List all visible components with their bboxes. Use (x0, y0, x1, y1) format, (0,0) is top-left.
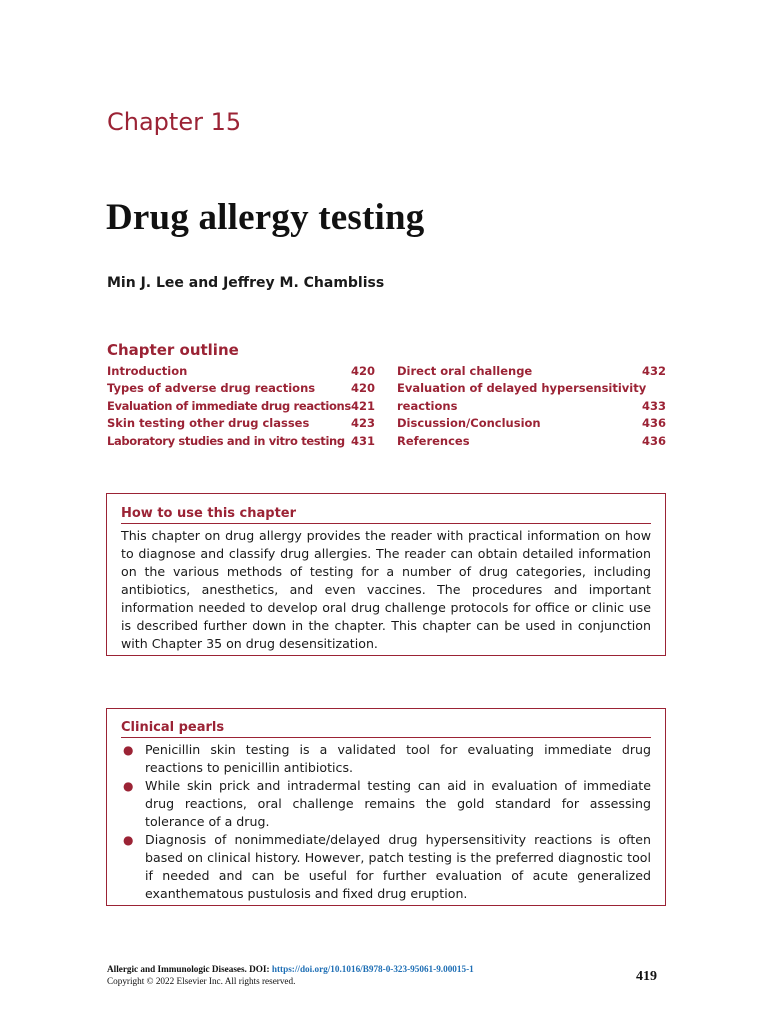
outline-entry[interactable] (397, 381, 666, 398)
outline-entry-label[interactable]: Introduction (107, 364, 188, 378)
bullet-icon: ● (123, 833, 134, 847)
list-item (121, 741, 651, 777)
outline-entry-label[interactable]: References (397, 433, 470, 448)
copyright-notice: Copyright © 2022 Elsevier Inc. All rights reserved. (107, 976, 296, 986)
pearl-text: Penicillin skin testing is a validated tool for evaluating immediate drug reactions to penicillin antibiotics. (145, 742, 651, 775)
outline-entry[interactable] (107, 364, 375, 381)
doi-link[interactable]: https://doi.org/10.1016/B978-0-323-95061-9.00015-1 (271, 964, 474, 974)
chapter-label: Chapter 15 (107, 108, 242, 136)
page-number: 419 (636, 969, 657, 984)
pearl-text: While skin prick and intradermal testing can aid in evaluation of immediate drug reactions, oral challenge remains the gold standard for assessing tolerance of a drug. (145, 778, 651, 829)
outline-entry[interactable] (397, 399, 666, 416)
outline-entry-label[interactable]: Types of adverse drug reactions (107, 381, 316, 396)
outline-column-left (107, 364, 375, 451)
clinical-pearls-list (121, 741, 651, 903)
how-to-use-heading: How to use this chapter (121, 506, 651, 524)
outline-entry-label[interactable]: Direct oral challenge (397, 364, 533, 378)
how-to-use-body: This chapter on drug allergy provides the reader with practical information on how to diagnose and classify drug allergies. The reader can obtain detailed information on the various methods of testing for a number of drug categories, including antibiotics, anesthetics, and even vaccines. The procedures and important information needed to develop oral drug challenge protocols for office or clinic use is described further down in the chapter. This chapter can be used in conjunction with Chapter 35 on drug desensitization. (121, 528, 651, 651)
outline-entry[interactable] (397, 416, 666, 433)
outline-entry[interactable] (397, 364, 666, 381)
outline-entry-label[interactable]: Skin testing other drug classes (107, 416, 310, 431)
outline-entry-page: 436 (641, 433, 666, 448)
list-item (121, 831, 651, 903)
bullet-icon: ● (123, 743, 134, 757)
outline-entry-label[interactable]: reactions (397, 398, 458, 413)
outline-entry[interactable] (107, 434, 375, 451)
outline-entry-page: 436 (641, 416, 666, 431)
outline-entry-page: 432 (641, 364, 666, 378)
clinical-pearls-heading: Clinical pearls (121, 720, 651, 738)
outline-entry[interactable] (107, 399, 375, 416)
outline-entry-page: 431 (350, 433, 375, 448)
footer-journal-line (107, 964, 474, 974)
outline-entry[interactable] (397, 434, 666, 451)
outline-entry-page: 433 (641, 398, 666, 413)
outline-entry-label[interactable]: Evaluation of delayed hypersensitivity (397, 381, 647, 396)
chapter-title: Drug allergy testing (106, 197, 425, 238)
outline-entry-page: 421 (350, 398, 375, 413)
outline-entry-page: 420 (350, 381, 375, 396)
outline-entry-label[interactable]: Laboratory studies and in vitro testing (107, 433, 345, 448)
outline-column-right (397, 364, 666, 451)
outline-entry[interactable] (107, 381, 375, 398)
pearl-text: Diagnosis of nonimmediate/delayed drug hypersensitivity reactions is often based on clinical history. However, patch testing is the preferred diagnostic tool if needed and can be useful for further evaluation of acute generalized exanthematous pustulosis and fixed drug eruption. (145, 832, 651, 901)
clinical-pearls-box (106, 708, 666, 906)
outline-entry-page: 420 (350, 364, 375, 378)
chapter-outline-heading: Chapter outline (107, 341, 239, 359)
outline-entry-label[interactable]: Discussion/Conclusion (397, 416, 541, 431)
outline-entry[interactable] (107, 416, 375, 433)
bullet-icon: ● (123, 779, 134, 793)
journal-name: Allergic and Immunologic Diseases. DOI: (107, 964, 272, 974)
how-to-use-box (106, 493, 666, 656)
list-item (121, 777, 651, 831)
outline-entry-label[interactable]: Evaluation of immediate drug reactions (107, 398, 351, 413)
outline-entry-page: 423 (350, 416, 375, 431)
authors: Min J. Lee and Jeffrey M. Chambliss (107, 275, 385, 291)
